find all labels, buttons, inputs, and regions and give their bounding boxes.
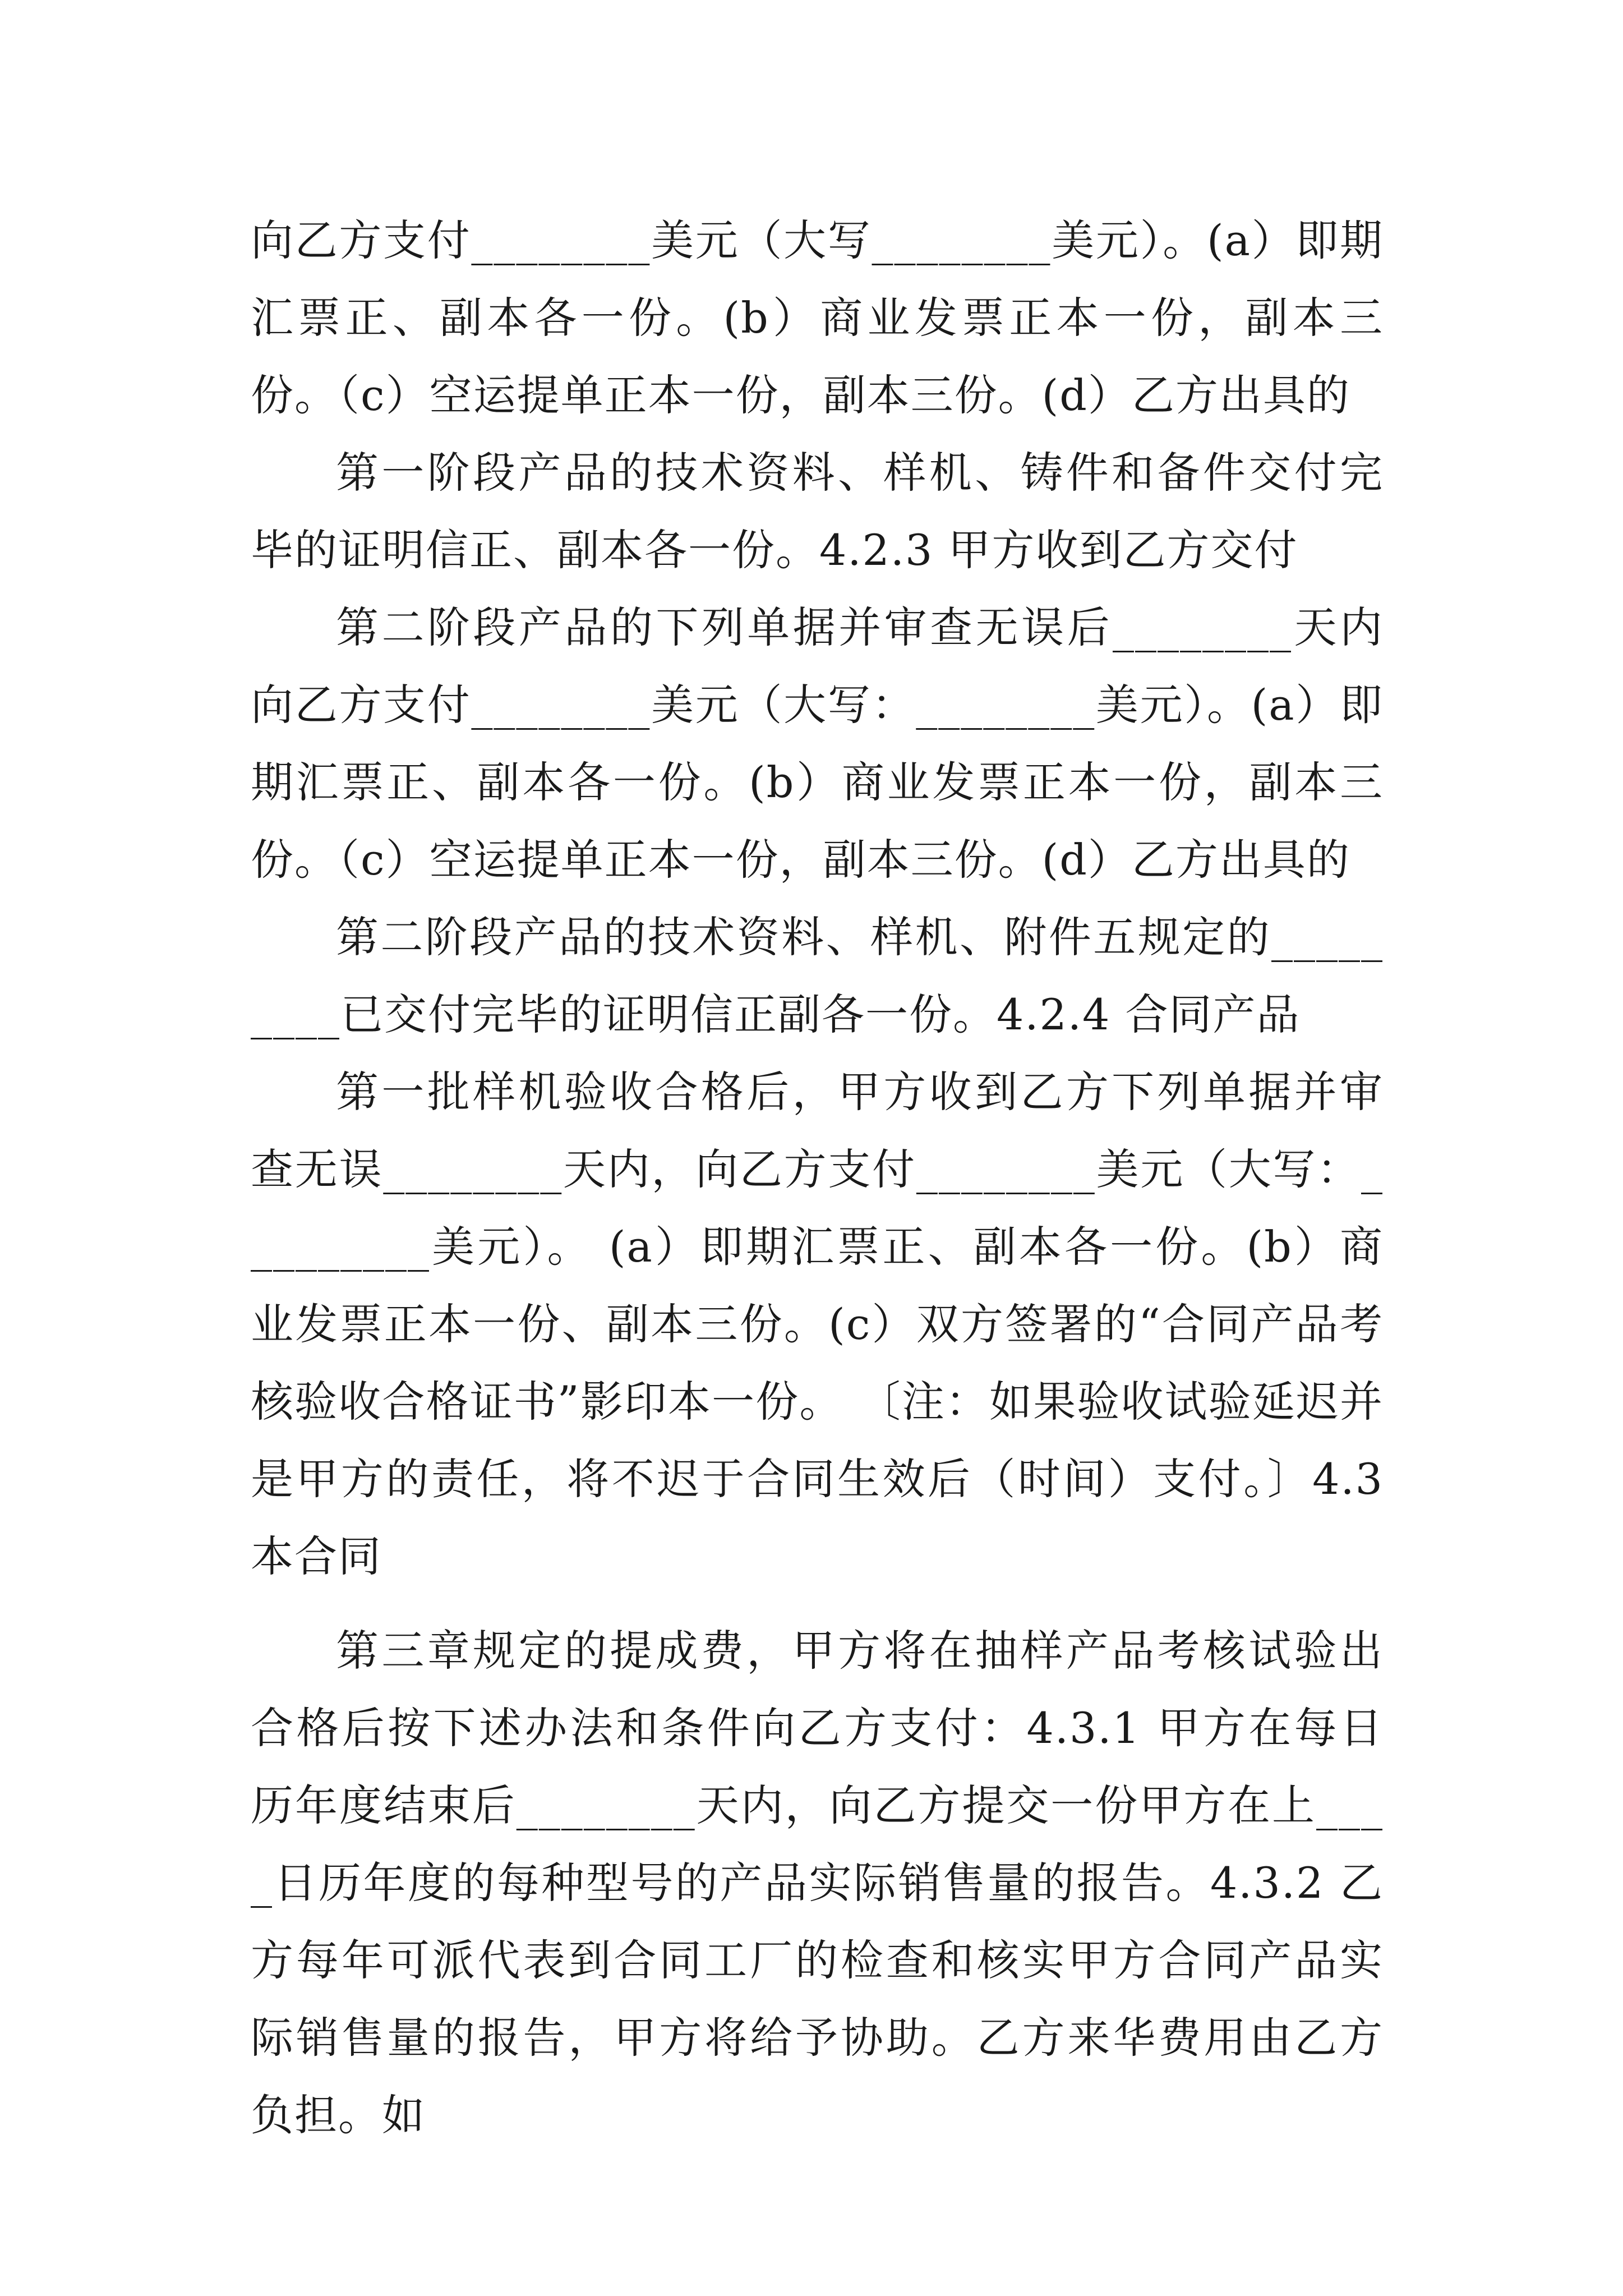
paragraph-3: 第二阶段产品的下列单据并审查无误后________天内向乙方支付________美元（大写：________美元）。(a）即期汇票正、副本各一份。(b）商业发票正本一份，副本三份。（c）空运提单正本一份，副本三份。(d）乙方出具的 [251,602,1384,885]
paragraph-1: 向乙方支付________美元（大写________美元）。(a）即期汇票正、副本各一份。(b）商业发票正本一份，副本三份。（c）空运提单正本一份，副本三份。(d）乙方出具的 [251,215,1384,420]
paragraph-2: 第一阶段产品的技术资料、样机、铸件和备件交付完毕的证明信正、副本各一份。4.2.3 甲方收到乙方交付 [251,448,1384,575]
document-body [251,202,1384,2154]
paragraph-4: 第二阶段产品的技术资料、样机、附件五规定的_________已交付完毕的证明信正副各一份。4.2.4 合同产品 [251,912,1384,1039]
paragraph-5: 第一批样机验收合格后，甲方收到乙方下列单据并审查无误________天内，向乙方支付________美元（大写：_________美元）。 (a）即期汇票正、副本各一份。(b）商业发票正本一份、副本三份。(c）双方签署的“合同产品考核验收合格证书”影印本一份。 〔注：如果验收试验延迟并是甲方的责任，将不迟于合同生效后（时间）支付。〕4.3 本合同 [251,1067,1384,1581]
paragraph-6: 第三章规定的提成费，甲方将在抽样产品考核试验出合格后按下述办法和条件向乙方支付：4.3.1 甲方在每日历年度结束后________天内，向乙方提交一份甲方在上____日历年度的每种型号的产品实际销售量的报告。4.3.2 乙方每年可派代表到合同工厂的检查和核实甲方合同产品实际销售量的报告，甲方将给予协助。乙方来华费用由乙方负担。如 [251,1626,1384,2140]
